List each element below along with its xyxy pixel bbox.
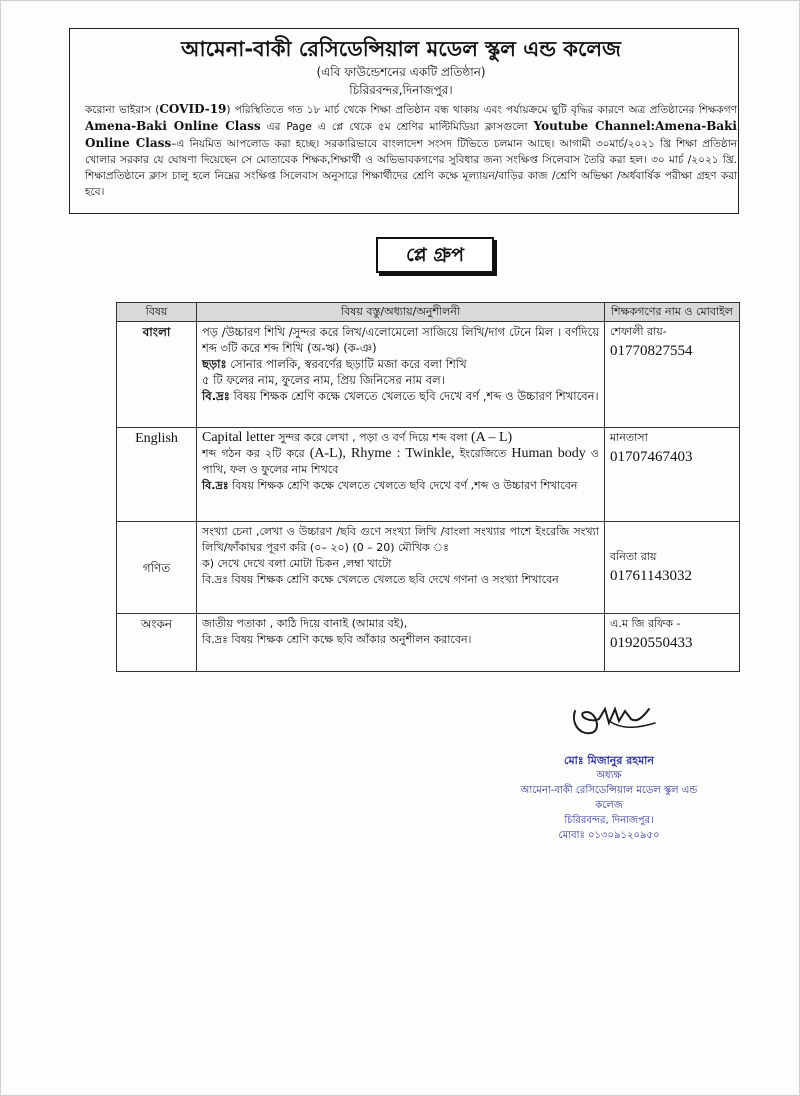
content-cell xyxy=(197,522,605,614)
note-label: বি.দ্রঃ xyxy=(202,389,230,403)
foundation-subtitle: (এবি ফাউন্ডেশনের একটি প্রতিষ্ঠান) xyxy=(316,65,486,79)
table-row xyxy=(117,428,740,522)
teacher-cell xyxy=(605,614,740,672)
notice-paragraph xyxy=(85,101,737,200)
table-row xyxy=(117,614,740,672)
class-group-label: প্লে গ্রুপ xyxy=(376,237,494,273)
rhyme-text: সোনার পালকি, স্বরবর্ণের ছড়াটি মজা করে বলা শিখি xyxy=(226,357,467,371)
subject-cell xyxy=(117,614,197,672)
content-cell xyxy=(197,614,605,672)
content-line: ৫ টি ফলের নাম, ফুলের নাম, প্রিয় জিনিসের নাম বল। xyxy=(202,373,445,387)
teacher-name: শেফালী রায়- xyxy=(610,325,667,338)
signature-scribble xyxy=(569,693,659,743)
teacher-cell xyxy=(605,322,740,428)
page-name: Amena-Baki Online Class xyxy=(85,119,261,133)
principal-name: মোঃ মিজানুর রহমান xyxy=(564,754,654,767)
intro-part-3: এর Page এ প্লে থেকে ৫ম শ্রেণির মাল্টিমিডিয়া ক্লাসগুলো xyxy=(260,121,534,133)
note-label: বি.দ্রঃ xyxy=(202,479,229,492)
content-en: Capital letter xyxy=(202,430,275,445)
note-line xyxy=(202,478,599,494)
content-line xyxy=(202,430,599,446)
subject-cell xyxy=(117,322,197,428)
note-text: বিষয় শিক্ষক শ্রেণি কক্ষে খেলতে খেলতে ছবি দেখে বর্ণ ,শব্দ ও উচ্চারণ শিখাবেন xyxy=(228,479,578,492)
principal-stamp xyxy=(509,753,709,843)
note-text: বিষয় শিক্ষক শ্রেণি কক্ষে খেলতে খেলতে ছবি দেখে বর্ণ ,শব্দ ও উচ্চারণ শিখাবেন। xyxy=(229,389,599,403)
teacher-name: বনিতা রায় xyxy=(610,549,657,563)
intro-part-4: –এ নিয়মিত আপলোড করা হচ্ছে। সরকারিভাবে বাংলাদেশ সংসদ টিভিতে চলমান আছে। আগামী ৩০মার্চ/২০২১ খ্রি শিক্ষা প্রতিষ্ঠান খোলার সরকার যে ঘোষণা দিয়েছেন সে মোতাবেক শিক্ষক,শিক্ষার্থী ও অভিভাবকগণের সুবিধার জন্য সংক্ষিপ্ত সিলেবাস তৈরি করা হল। ৩০ মার্চ /২০২১ খ্রি. শিক্ষাপ্রতিষ্ঠানে ক্লাস চালু হলে নিম্নের সংক্ষিপ্ত সিলেবাস অনুসারে শিক্ষার্থীদের শ্রেণি কক্ষে মূল্যায়ন/বাড়ির কাজ /শ্রেণি অভিক্ষা /অর্ধবার্ষিক পরীক্ষা গ্রহণ করা হবে। xyxy=(85,138,738,198)
content-bn: সুন্দর করে লেখা , পড়া ও বর্ণ দিয়ে শব্দ বলা xyxy=(274,431,471,444)
table-row xyxy=(117,522,740,614)
content-line: সংখ্যা চেনা ,লেখা ও উচ্চারণ /ছবি গুণে সংখ্যা লিখি /বাংলা সংখ্যার পাশে ইংরেজি সংখ্যা লিখি/ফাঁকাঘর পূরণ করি (০– ২০) (0 – 20) মৌখিক ঃ xyxy=(202,525,599,554)
subject-english: English xyxy=(135,431,178,446)
stamp-address: চিরিরবন্দর, দিনাজপুর। xyxy=(564,815,654,826)
table-row xyxy=(117,322,740,428)
table-header-row xyxy=(117,303,740,322)
teacher-phone: 01920550433 xyxy=(610,635,693,651)
content-line xyxy=(202,356,599,372)
rhyme-label: ছড়াঃ xyxy=(202,357,227,371)
note-line: বি.দ্রঃ বিষয় শিক্ষক শ্রেণি কক্ষে ছবি আঁকার অনুশীলন করাবেন। xyxy=(202,633,472,646)
school-address: চিরিরবন্দর,দিনাজপুর। xyxy=(349,83,453,97)
content-en: Human body xyxy=(511,446,586,461)
principal-role: অধ্যক্ষ xyxy=(596,770,622,781)
teacher-name: মানতাসা xyxy=(610,431,648,444)
content-en: (A – L) xyxy=(471,430,513,445)
syllabus-table xyxy=(116,302,740,672)
youtube-channel: Youtube Channel:Amena-Baki Online Class xyxy=(85,119,737,150)
subject-cell xyxy=(117,522,197,614)
teacher-name: এ.ম জি রফিক - xyxy=(610,617,681,630)
content-line: জাতীয় পতাকা , কাঠি দিয়ে বানাই (আমার বই), xyxy=(202,617,408,630)
subject-math: গণিত xyxy=(142,560,171,575)
intro-part-1: করোনা ভাইরাস ( xyxy=(85,104,160,116)
school-name: আমেনা-বাকী রেসিডেন্সিয়াল মডেল স্কুল এন্ড কলেজ xyxy=(181,37,621,61)
stamp-school: আমেনা-বাকী রেসিডেন্সিয়াল মডেল স্কুল এন্ড কলেজ xyxy=(520,785,698,811)
stamp-phone: মোবাঃ ০১৩০৯১২০৯৫০ xyxy=(558,830,660,841)
teacher-cell xyxy=(605,522,740,614)
content-line: পড় /উচ্চারণ শিখি /সুন্দর করে লিখ/এলোমেলো সাজিয়ে লিখি/দাগ টেনে মিল । বর্ণদিয়ে শব্দ ৩টি করে শব্দ শিখি (অ-ঋ) (ক-ঞ) xyxy=(202,325,599,355)
teacher-cell xyxy=(605,428,740,522)
content-bn: শব্দ গঠন কর ২টি করে xyxy=(202,447,310,460)
content-cell xyxy=(197,428,605,522)
content-en: (A-L), Rhyme : Twinkle, xyxy=(309,446,455,461)
content-line xyxy=(202,446,599,478)
teacher-phone: 01770827554 xyxy=(610,343,693,359)
content-bn: ইংরেজিতে xyxy=(454,447,512,460)
note-line xyxy=(202,388,599,404)
header-teacher: শিক্ষকগণের নাম ও মোবাইল xyxy=(605,303,740,322)
intro-part-2: ) পরিস্থিতিতে গত ১৮ মার্চ থেকে শিক্ষা প্রতিষ্ঠান বন্ধ থাকায় এবং পর্যায়ক্রমে ছুটি বৃদ্ধির কারণে অত্র প্রতিষ্ঠানের শিক্ষকগণ xyxy=(226,104,737,116)
covid-term: COVID-19 xyxy=(159,102,227,116)
teacher-phone: 01761143032 xyxy=(610,567,692,584)
subject-cell xyxy=(117,428,197,522)
subject-drawing: অংকন xyxy=(140,617,173,631)
subject-bangla: বাংলা xyxy=(142,325,171,339)
content-cell xyxy=(197,322,605,428)
teacher-phone: 01707467403 xyxy=(610,449,693,465)
note-line: বি.দ্রঃ বিষয় শিক্ষক শ্রেণি কক্ষে খেলতে খেলতে ছবি দেখে গণনা ও সংখ্যা শিখাবেন xyxy=(202,573,559,586)
header-content: বিষয় বস্তু/অধ্যায়/অনুশীলনী xyxy=(197,303,605,322)
content-line: ক) দেখে দেখে বলা মোটা চিকন ,লম্বা খাটো xyxy=(202,557,392,570)
header-subject: বিষয় xyxy=(117,303,197,322)
content-bn: ও পাখি, ফল ও ফুলের নাম শিখবে xyxy=(202,447,600,476)
